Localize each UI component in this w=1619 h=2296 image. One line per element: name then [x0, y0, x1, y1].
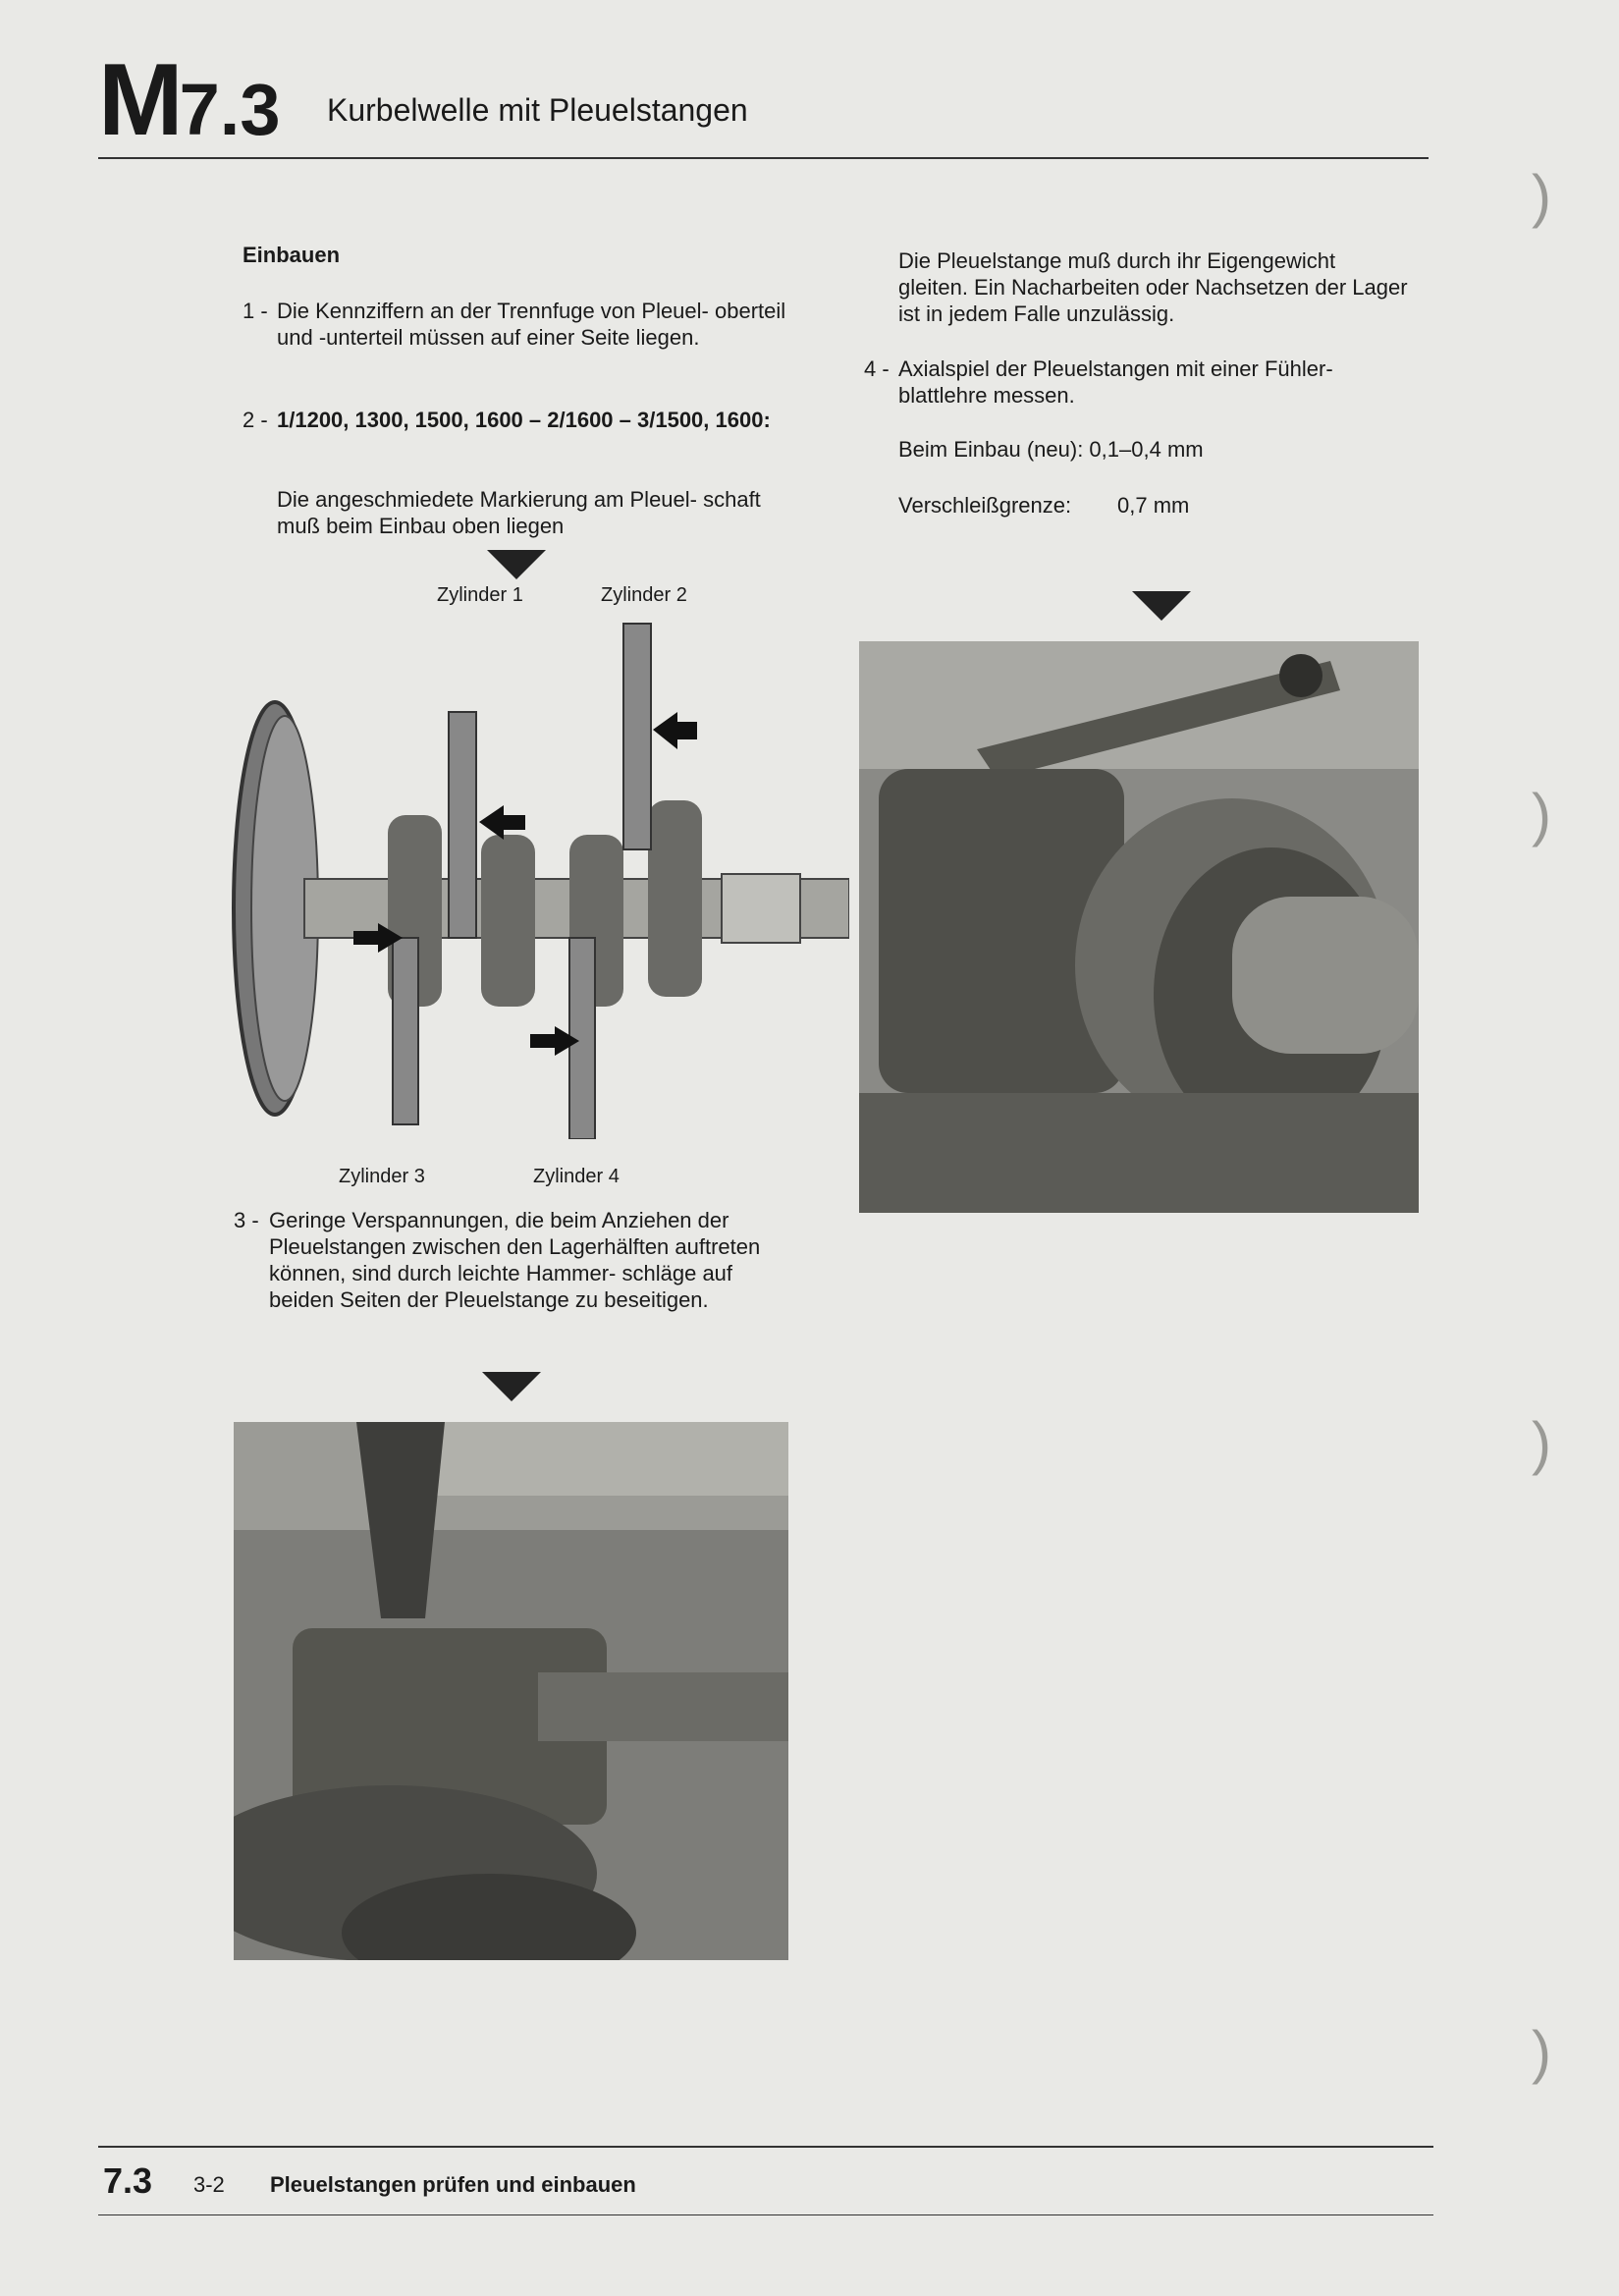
footer-bottom-rule: [98, 2214, 1433, 2215]
punch-hole-mark: ): [1532, 163, 1551, 229]
section-number: 7.3: [179, 69, 281, 150]
label-cylinder-4: Zylinder 4: [533, 1166, 620, 1187]
crankshaft-illustration: [231, 614, 849, 1139]
down-arrow-icon: [482, 1372, 541, 1401]
step-1-text: Die Kennziffern an der Trennfuge von Pleuel- oberteil und -unterteil müssen auf einer Seite liegen.: [277, 299, 786, 350]
step-4-number: 4 -: [864, 356, 890, 381]
label-cylinder-2: Zylinder 2: [601, 584, 687, 606]
photo-hammering-connecting-rod: [234, 1422, 788, 1960]
punch-hole-mark: ): [1532, 1410, 1551, 1476]
label-cylinder-1: Zylinder 1: [437, 584, 523, 606]
down-arrow-icon: [1132, 591, 1191, 621]
section-heading: Einbauen: [243, 243, 341, 267]
step-1-number: 1 -: [243, 299, 268, 323]
step-4-text: Axialspiel der Pleuelstangen mit einer Fühler- blattlehre messen.: [898, 356, 1333, 408]
step-2-heading: 1/1200, 1300, 1500, 1600 – 2/1600 – 3/1500, 1600:: [277, 408, 771, 432]
page-title: Kurbelwelle mit Pleuelstangen: [327, 92, 748, 128]
step-2-number: 2 -: [243, 408, 268, 432]
step-3-number: 3 -: [234, 1208, 259, 1232]
label-cylinder-3: Zylinder 3: [339, 1166, 425, 1187]
footer-section-code: 7.3: [103, 2160, 153, 2201]
footer-title: Pleuelstangen prüfen und einbauen: [270, 2172, 636, 2197]
punch-hole-mark: ): [1532, 2019, 1551, 2085]
section-code: [98, 43, 281, 157]
step-2-text: Die angeschmiedete Markierung am Pleuel- schaft muß beim Einbau oben liegen: [277, 487, 761, 538]
intro-text: Die Pleuelstange muß durch ihr Eigengewicht gleiten. Ein Nacharbeiten oder Nachsetzen der Lager ist in jedem Falle unzulässig.: [898, 248, 1408, 326]
footer-page-number: 3-2: [193, 2172, 225, 2197]
header-rule: [98, 157, 1429, 159]
section-letter: M: [98, 43, 180, 157]
wear-limit-value: 0,7 mm: [1117, 493, 1190, 518]
wear-limit-label: Verschleißgrenze:: [898, 493, 1072, 518]
install-clearance: Beim Einbau (neu): 0,1–0,4 mm: [898, 437, 1204, 462]
punch-hole-mark: ): [1532, 782, 1551, 847]
down-arrow-icon: [487, 550, 546, 579]
step-3-text: Geringe Verspannungen, die beim Anziehen der Pleuelstangen zwischen den Lagerhälften auftreten können, sind durch leichte Hammer- schläge auf beiden Seiten der Pleuelstange zu beseitigen.: [269, 1208, 761, 1312]
footer-rule: [98, 2146, 1433, 2148]
photo-feeler-gauge-measurement: [859, 641, 1419, 1213]
